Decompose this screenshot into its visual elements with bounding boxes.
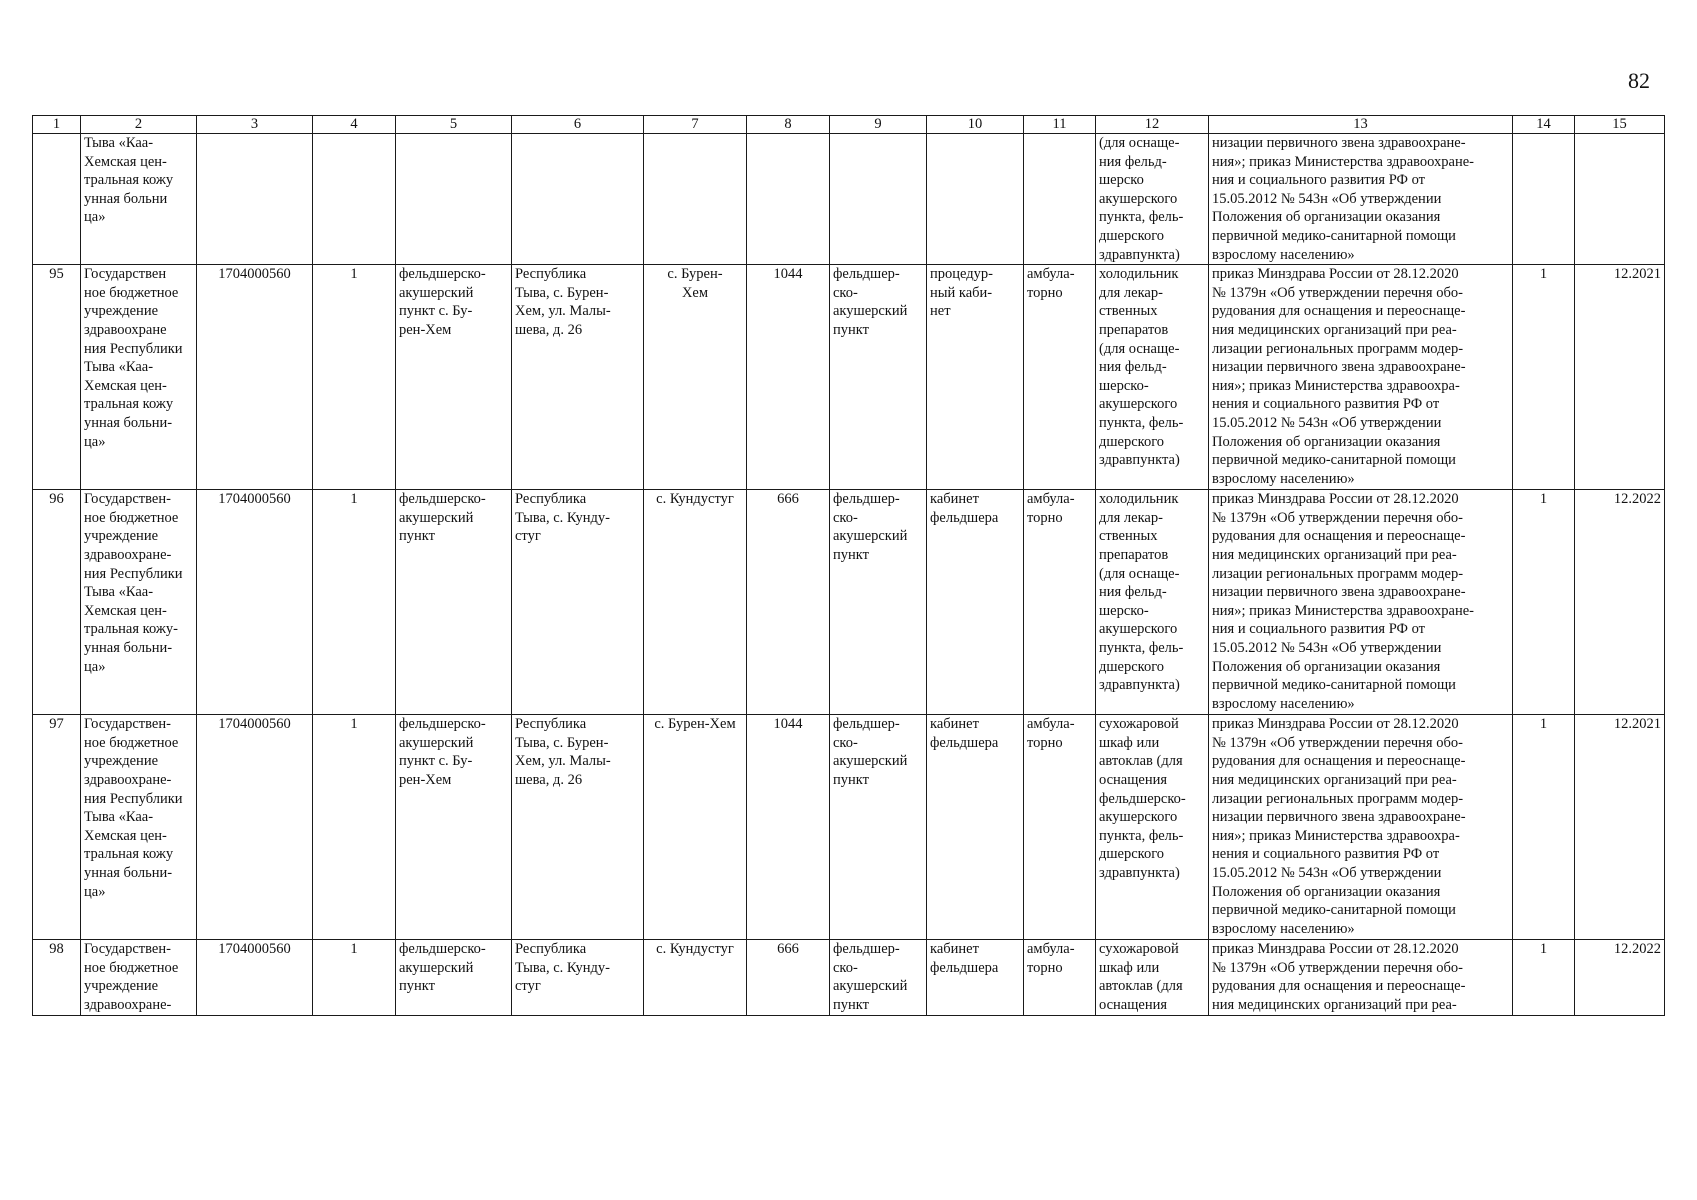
address-cell: [512, 490, 644, 715]
settlement-cell: [644, 715, 747, 940]
cell-line: сухожаровой: [1099, 941, 1179, 958]
cell-line: пункта, фель-: [1099, 827, 1184, 844]
cell-line: ца»: [84, 883, 106, 900]
cell-line: Хемская цен-: [84, 153, 167, 170]
cell-line: акушерского: [1099, 396, 1178, 413]
settlement-cell: [644, 490, 747, 715]
care-form-cell: [1024, 940, 1096, 1015]
cell-line: акушерский: [399, 284, 474, 301]
cell-line: низации первичного звена здравоохране-: [1212, 135, 1466, 151]
row-number-cell: [33, 134, 81, 265]
cell-line: приказ Минздрава России от 28.12.2020: [1212, 716, 1459, 733]
column-number-row: [33, 116, 1665, 134]
settlement-cell: [644, 940, 747, 1015]
cell-line: акушерский: [399, 959, 474, 976]
cell-line: 15.05.2012 № 543н «Об утверждении: [1212, 639, 1442, 656]
cell-line: дшерского: [1099, 658, 1165, 675]
column-header: 7: [644, 116, 747, 134]
count-cell: 1: [1513, 490, 1575, 715]
cell-line: с. Бурен-: [667, 266, 723, 283]
cell-line: ное бюджетное: [84, 509, 179, 526]
cell-line: оснащения: [1099, 996, 1168, 1013]
cell-line: ния Республики: [84, 340, 183, 357]
cell-line: ния»; приказ Министерства здравоохра-: [1212, 377, 1460, 394]
cell-line: Государствен-: [84, 716, 171, 733]
cell-line: фельдшерско-: [399, 491, 486, 508]
cell-line: с. Кундустуг: [656, 941, 734, 958]
cell-line: унная больни-: [84, 414, 173, 431]
cell-line: сухожаровой: [1099, 716, 1179, 733]
cell-line: фельдшер-: [833, 491, 900, 508]
count-cell: 1: [1513, 940, 1575, 1015]
cell-line: фельдшерско-: [399, 941, 486, 958]
cell-line: ца»: [84, 433, 106, 450]
unit-type-cell: [830, 265, 927, 490]
cell-line: Тыва, с. Бурен-: [515, 284, 609, 301]
cell-line: приказ Минздрава России от 28.12.2020: [1212, 941, 1459, 958]
unit-type-cell: [830, 134, 927, 265]
cell-line: дшерского: [1099, 433, 1165, 450]
cell-line: первичной медико-санитарной помощи: [1212, 677, 1456, 694]
page-number: 82: [1628, 68, 1650, 93]
address-cell: [512, 715, 644, 940]
cell-line: ное бюджетное: [84, 734, 179, 751]
cell-line: торно: [1027, 284, 1063, 301]
cell-line: дшерского: [1099, 227, 1165, 244]
column-header: 9: [830, 116, 927, 134]
cell-line: низации первичного звена здравоохране-: [1212, 359, 1466, 376]
cell-line: амбула-: [1027, 941, 1075, 958]
cell-line: № 1379н «Об утверждении перечня обо-: [1212, 284, 1463, 301]
cell-line: взрослому населению»: [1212, 695, 1355, 712]
table-body: [33, 134, 1665, 1016]
organization-cell: [81, 134, 197, 265]
cell-line: ния и социального развития РФ от: [1212, 172, 1425, 189]
cell-line: ния»; приказ Министерства здравоохране-: [1212, 602, 1474, 619]
cell-line: холодильник: [1099, 491, 1179, 508]
cell-line: учреждение: [84, 978, 159, 995]
date-cell: 12.2022: [1575, 490, 1665, 715]
column-header: 13: [1209, 116, 1513, 134]
row-number-cell: 96: [33, 490, 81, 715]
cell-line: нения и социального развития РФ от: [1212, 396, 1440, 413]
column-header: 3: [197, 116, 313, 134]
equipment-cell: [1096, 265, 1209, 490]
count-cell: [1513, 134, 1575, 265]
cell-line: Тыва, с. Бурен-: [515, 734, 609, 751]
cell-line: амбула-: [1027, 491, 1075, 508]
cell-line: здравоохране-: [84, 546, 172, 563]
cell-line: Хем, ул. Малы-: [515, 303, 611, 320]
code-cell: 1704000560: [197, 715, 313, 940]
cell-line: Тыва «Каа-: [84, 135, 154, 151]
cell-line: автоклав (для: [1099, 753, 1183, 770]
cell-line: лизации региональных программ модер-: [1212, 340, 1464, 357]
cell-line: стуг: [515, 528, 541, 545]
cell-line: процедур-: [930, 266, 993, 283]
quantity-cell: 1: [313, 940, 396, 1015]
cell-line: (для оснаще-: [1099, 565, 1180, 582]
column-header: 5: [396, 116, 512, 134]
cell-line: акушерский: [399, 509, 474, 526]
code-cell: 1704000560: [197, 265, 313, 490]
table-row: [33, 940, 1665, 1015]
cell-line: ния фельд-: [1099, 584, 1167, 601]
cell-line: торно: [1027, 509, 1063, 526]
basis-cell: [1209, 715, 1513, 940]
cell-line: пункта, фель-: [1099, 414, 1184, 431]
cell-line: ния медицинских организаций при реа-: [1212, 546, 1457, 563]
cell-line: акушерский: [399, 734, 474, 751]
cell-line: акушерский: [833, 753, 908, 770]
cell-line: рудования для оснащения и переоснаще-: [1212, 303, 1466, 320]
cell-line: ско-: [833, 734, 858, 751]
population-cell: 666: [747, 490, 830, 715]
date-cell: [1575, 134, 1665, 265]
column-header: 4: [313, 116, 396, 134]
equipment-cell: [1096, 715, 1209, 940]
cell-line: ния медицинских организаций при реа-: [1212, 321, 1457, 338]
cell-line: ственных: [1099, 303, 1158, 320]
row-number-cell: 95: [33, 265, 81, 490]
organization-cell: [81, 940, 197, 1015]
cell-line: акушерского: [1099, 190, 1178, 207]
cell-line: тральная кожу: [84, 396, 174, 413]
cell-line: фельдшер-: [833, 716, 900, 733]
cell-line: № 1379н «Об утверждении перечня обо-: [1212, 734, 1463, 751]
cell-line: низации первичного звена здравоохране-: [1212, 809, 1466, 826]
cell-line: тральная кожу-: [84, 621, 178, 638]
cell-line: шерско-: [1099, 377, 1149, 394]
cell-line: Хем: [681, 284, 709, 301]
cell-line: акушерский: [833, 978, 908, 995]
cell-line: Республика: [515, 266, 587, 283]
date-cell: 12.2021: [1575, 265, 1665, 490]
quantity-cell: 1: [313, 490, 396, 715]
cell-line: с. Кундустуг: [656, 491, 734, 508]
cell-line: Государствен-: [84, 941, 171, 958]
organization-cell: [81, 490, 197, 715]
cell-line: ный каби-: [930, 284, 993, 301]
cell-line: взрослому населению»: [1212, 920, 1355, 937]
cell-line: ния и социального развития РФ от: [1212, 621, 1425, 638]
cell-line: Тыва «Каа-: [84, 584, 154, 601]
cell-line: Хем, ул. Малы-: [515, 753, 611, 770]
cell-line: низации первичного звена здравоохране-: [1212, 584, 1466, 601]
cell-line: Государствен: [84, 266, 167, 283]
cell-line: унная больни: [84, 190, 168, 207]
cell-line: первичной медико-санитарной помощи: [1212, 902, 1456, 919]
room-cell: [927, 134, 1024, 265]
cell-line: здравпункта): [1099, 677, 1180, 694]
cell-line: для лекар-: [1099, 284, 1163, 301]
population-cell: 666: [747, 940, 830, 1015]
row-number-cell: 97: [33, 715, 81, 940]
cell-line: здравоохране: [84, 321, 167, 338]
table-row: [33, 134, 1665, 265]
cell-line: пункт: [833, 546, 869, 563]
quantity-cell: 1: [313, 715, 396, 940]
population-cell: 1044: [747, 265, 830, 490]
cell-line: № 1379н «Об утверждении перечня обо-: [1212, 509, 1463, 526]
cell-line: Положения об организации оказания: [1212, 883, 1441, 900]
population-cell: [747, 134, 830, 265]
cell-line: пункт: [833, 996, 869, 1013]
cell-line: акушерского: [1099, 809, 1178, 826]
column-header: 12: [1096, 116, 1209, 134]
cell-line: амбула-: [1027, 716, 1075, 733]
cell-line: рен-Хем: [399, 771, 452, 788]
unit-cell: [396, 490, 512, 715]
quantity-cell: 1: [313, 265, 396, 490]
cell-line: Хемская цен-: [84, 602, 167, 619]
cell-line: пункт с. Бу-: [399, 753, 473, 770]
cell-line: ния»; приказ Министерства здравоохра-: [1212, 827, 1460, 844]
cell-line: 15.05.2012 № 543н «Об утверждении: [1212, 190, 1442, 207]
cell-line: Тыва, с. Кунду-: [515, 509, 610, 526]
cell-line: здравпункта): [1099, 246, 1180, 263]
cell-line: рен-Хем: [399, 321, 452, 338]
cell-line: дшерского: [1099, 846, 1165, 863]
basis-cell: [1209, 940, 1513, 1015]
settlement-cell: [644, 265, 747, 490]
address-cell: [512, 134, 644, 265]
cell-line: акушерский: [833, 303, 908, 320]
care-form-cell: [1024, 715, 1096, 940]
cell-line: Тыва, с. Кунду-: [515, 959, 610, 976]
address-cell: [512, 940, 644, 1015]
organization-cell: [81, 265, 197, 490]
cell-line: ско-: [833, 284, 858, 301]
cell-line: здравпункта): [1099, 864, 1180, 881]
cell-line: акушерского: [1099, 621, 1178, 638]
cell-line: № 1379н «Об утверждении перечня обо-: [1212, 959, 1463, 976]
cell-line: шкаф или: [1099, 734, 1160, 751]
cell-line: унная больни-: [84, 639, 173, 656]
cell-line: ное бюджетное: [84, 284, 179, 301]
equipment-table: [32, 115, 1665, 1016]
table-row: [33, 265, 1665, 490]
cell-line: (для оснаще-: [1099, 135, 1180, 151]
cell-line: торно: [1027, 734, 1063, 751]
cell-line: шева, д. 26: [515, 321, 583, 338]
cell-line: пункт: [399, 978, 435, 995]
cell-line: фельдшер-: [833, 941, 900, 958]
cell-line: нет: [930, 303, 951, 320]
cell-line: взрослому населению»: [1212, 470, 1355, 487]
equipment-cell: [1096, 940, 1209, 1015]
cell-line: Хемская цен-: [84, 827, 167, 844]
cell-line: ное бюджетное: [84, 959, 179, 976]
cell-line: кабинет: [930, 941, 979, 958]
code-cell: [197, 134, 313, 265]
table-row: [33, 490, 1665, 715]
cell-line: Положения об организации оказания: [1212, 658, 1441, 675]
cell-line: учреждение: [84, 753, 159, 770]
cell-line: стуг: [515, 978, 541, 995]
cell-line: Тыва «Каа-: [84, 359, 154, 376]
cell-line: рудования для оснащения и переоснаще-: [1212, 753, 1466, 770]
population-cell: 1044: [747, 715, 830, 940]
cell-line: лизации региональных программ модер-: [1212, 790, 1464, 807]
address-cell: [512, 265, 644, 490]
basis-cell: [1209, 134, 1513, 265]
cell-line: приказ Минздрава России от 28.12.2020: [1212, 266, 1459, 283]
cell-line: фельдшер-: [833, 266, 900, 283]
cell-line: Хемская цен-: [84, 377, 167, 394]
cell-line: первичной медико-санитарной помощи: [1212, 227, 1456, 244]
cell-line: с. Бурен-Хем: [654, 716, 736, 733]
column-header: 8: [747, 116, 830, 134]
basis-cell: [1209, 490, 1513, 715]
cell-line: шкаф или: [1099, 959, 1160, 976]
cell-line: пункт: [399, 528, 435, 545]
cell-line: тральная кожу: [84, 846, 174, 863]
count-cell: 1: [1513, 715, 1575, 940]
cell-line: пункт: [833, 321, 869, 338]
cell-line: амбула-: [1027, 266, 1075, 283]
cell-line: кабинет: [930, 716, 979, 733]
cell-line: Государствен-: [84, 491, 171, 508]
date-cell: 12.2022: [1575, 940, 1665, 1015]
room-cell: [927, 490, 1024, 715]
column-header: 15: [1575, 116, 1665, 134]
cell-line: ца»: [84, 658, 106, 675]
cell-line: пункт: [833, 771, 869, 788]
cell-line: здравпункта): [1099, 452, 1180, 469]
cell-line: унная больни-: [84, 864, 173, 881]
column-header: 2: [81, 116, 197, 134]
cell-line: ния медицинских организаций при реа-: [1212, 996, 1457, 1013]
cell-line: Положения об организации оказания: [1212, 433, 1441, 450]
cell-line: Тыва «Каа-: [84, 809, 154, 826]
cell-line: (для оснаще-: [1099, 340, 1180, 357]
cell-line: акушерский: [833, 528, 908, 545]
column-header: 10: [927, 116, 1024, 134]
cell-line: рудования для оснащения и переоснаще-: [1212, 528, 1466, 545]
cell-line: лизации региональных программ модер-: [1212, 565, 1464, 582]
cell-line: ния фельд-: [1099, 153, 1167, 170]
cell-line: шерско-: [1099, 602, 1149, 619]
cell-line: фельдшера: [930, 734, 999, 751]
cell-line: ственных: [1099, 528, 1158, 545]
cell-line: фельдшерско-: [399, 716, 486, 733]
cell-line: ния фельд-: [1099, 359, 1167, 376]
row-number-cell: 98: [33, 940, 81, 1015]
cell-line: ния Республики: [84, 790, 183, 807]
count-cell: 1: [1513, 265, 1575, 490]
unit-type-cell: [830, 715, 927, 940]
cell-line: фельдшерско-: [1099, 790, 1186, 807]
cell-line: пункта, фель-: [1099, 209, 1184, 226]
cell-line: фельдшерско-: [399, 266, 486, 283]
room-cell: [927, 940, 1024, 1015]
column-header: 14: [1513, 116, 1575, 134]
care-form-cell: [1024, 265, 1096, 490]
code-cell: 1704000560: [197, 490, 313, 715]
equipment-cell: [1096, 134, 1209, 265]
settlement-cell: [644, 134, 747, 265]
cell-line: фельдшера: [930, 509, 999, 526]
cell-line: учреждение: [84, 303, 159, 320]
cell-line: Республика: [515, 491, 587, 508]
unit-cell: [396, 134, 512, 265]
table-row: [33, 715, 1665, 940]
cell-line: оснащения: [1099, 771, 1168, 788]
cell-line: ско-: [833, 959, 858, 976]
cell-line: для лекар-: [1099, 509, 1163, 526]
cell-line: 15.05.2012 № 543н «Об утверждении: [1212, 864, 1442, 881]
cell-line: пункта, фель-: [1099, 639, 1184, 656]
cell-line: здравоохране-: [84, 996, 172, 1013]
cell-line: препаратов: [1099, 321, 1169, 338]
cell-line: шева, д. 26: [515, 771, 583, 788]
room-cell: [927, 265, 1024, 490]
cell-line: рудования для оснащения и переоснаще-: [1212, 978, 1466, 995]
unit-type-cell: [830, 490, 927, 715]
cell-line: ния Республики: [84, 565, 183, 582]
unit-cell: [396, 265, 512, 490]
cell-line: здравоохране-: [84, 771, 172, 788]
organization-cell: [81, 715, 197, 940]
cell-line: ско-: [833, 509, 858, 526]
cell-line: нения и социального развития РФ от: [1212, 846, 1440, 863]
cell-line: приказ Минздрава России от 28.12.2020: [1212, 491, 1459, 508]
equipment-cell: [1096, 490, 1209, 715]
cell-line: автоклав (для: [1099, 978, 1183, 995]
quantity-cell: [313, 134, 396, 265]
cell-line: тральная кожу: [84, 172, 174, 189]
cell-line: учреждение: [84, 528, 159, 545]
cell-line: шерско: [1099, 172, 1144, 189]
unit-type-cell: [830, 940, 927, 1015]
basis-cell: [1209, 265, 1513, 490]
cell-line: холодильник: [1099, 266, 1179, 283]
column-header: 6: [512, 116, 644, 134]
cell-line: первичной медико-санитарной помощи: [1212, 452, 1456, 469]
column-header: 11: [1024, 116, 1096, 134]
cell-line: взрослому населению»: [1212, 246, 1355, 263]
cell-line: ния медицинских организаций при реа-: [1212, 771, 1457, 788]
cell-line: кабинет: [930, 491, 979, 508]
cell-line: фельдшера: [930, 959, 999, 976]
date-cell: 12.2021: [1575, 715, 1665, 940]
cell-line: Республика: [515, 716, 587, 733]
cell-line: 15.05.2012 № 543н «Об утверждении: [1212, 414, 1442, 431]
cell-line: ца»: [84, 209, 106, 226]
cell-line: Республика: [515, 941, 587, 958]
cell-line: ния»; приказ Министерства здравоохране-: [1212, 153, 1474, 170]
column-header: 1: [33, 116, 81, 134]
room-cell: [927, 715, 1024, 940]
care-form-cell: [1024, 134, 1096, 265]
code-cell: 1704000560: [197, 940, 313, 1015]
cell-line: торно: [1027, 959, 1063, 976]
unit-cell: [396, 940, 512, 1015]
unit-cell: [396, 715, 512, 940]
care-form-cell: [1024, 490, 1096, 715]
cell-line: пункт с. Бу-: [399, 303, 473, 320]
cell-line: препаратов: [1099, 546, 1169, 563]
cell-line: Положения об организации оказания: [1212, 209, 1441, 226]
